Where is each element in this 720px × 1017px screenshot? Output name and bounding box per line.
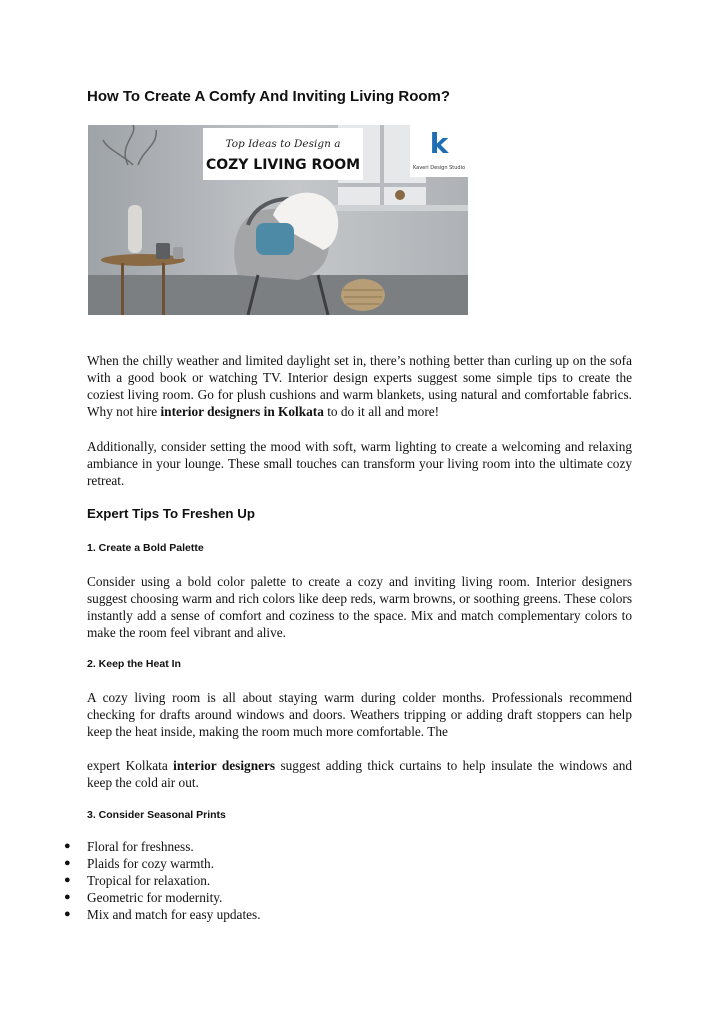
kolkata-designers-link-text: interior designers in Kolkata [160,404,324,419]
banner-line1: Top Ideas to Design a [225,138,341,150]
tip2-body-2: expert Kolkata interior designers suggest adding thick curtains to help insulate the windows and keep the cold air out. [87,758,633,790]
intro-paragraph-2: Additionally, consider setting the mood with soft, warm lighting to create a welcoming and relaxing ambiance in your lounge. These small touches can transform your living room into the ultimate cozy retreat. [87,439,632,488]
tip1-body: Consider using a bold color palette to create a cozy and inviting living room. Interior designers suggest choosing warm and rich colors like deep reds, warm browns, or soothing greens. These colors instantly add a sense of comfort and coziness to the space. Mix and match complementary colors to make the room feel vibrant and alive. [87,574,632,640]
logo-letter: k [429,127,449,160]
vase [128,205,142,253]
list-item: ● Geometric for modernity. [64,890,223,905]
logo-caption: Kaveri Design Studio [412,165,466,171]
list-item: ● Plaids for cozy warmth. [64,856,215,871]
basket [341,279,385,311]
floor [88,275,468,315]
tip1-heading: 1. Create a Bold Palette [87,542,204,554]
bullet-icon: ● [64,857,71,869]
tip2-heading: 2. Keep the Heat In [87,658,181,670]
list-item: ● Mix and match for easy updates. [64,907,261,922]
list-item: ● Floral for freshness. [64,839,194,854]
bullet-icon: ● [64,908,71,920]
seasonal-prints-list [0,838,720,923]
tip2-body: A cozy living room is all about staying warm during colder months. Professionals recommend checking for drafts around windows and doors. Weathers tripping or adding draft stoppers can help keep the heat inside, making the room much more comfortable. The [87,690,632,739]
hero-image [88,125,468,315]
page-title: How To Create A Comfy And Inviting Living Room? [87,88,451,105]
bullet-icon: ● [64,874,71,886]
living-room-illustration [88,125,468,315]
banner-line2: COZY LIVING ROOM [205,157,361,173]
bullet-icon: ● [64,840,71,852]
bullet-icon: ● [64,891,71,903]
list-item: ● Tropical for relaxation. [64,873,211,888]
cushion [256,223,294,255]
section-heading: Expert Tips To Freshen Up [87,506,255,521]
tip3-heading: 3. Consider Seasonal Prints [87,809,226,821]
intro-paragraph-1: When the chilly weather and limited daylight set in, there’s nothing better than curling up on the sofa with a good book or watching TV. Interior design experts suggest some simple tips to create the coziest living room. Go for plush cushions and warm blankets, using natural and comfortable fabrics. Why not hire interior designers in Kolkata to do it all and more! [87,353,632,419]
side-table [101,254,185,266]
